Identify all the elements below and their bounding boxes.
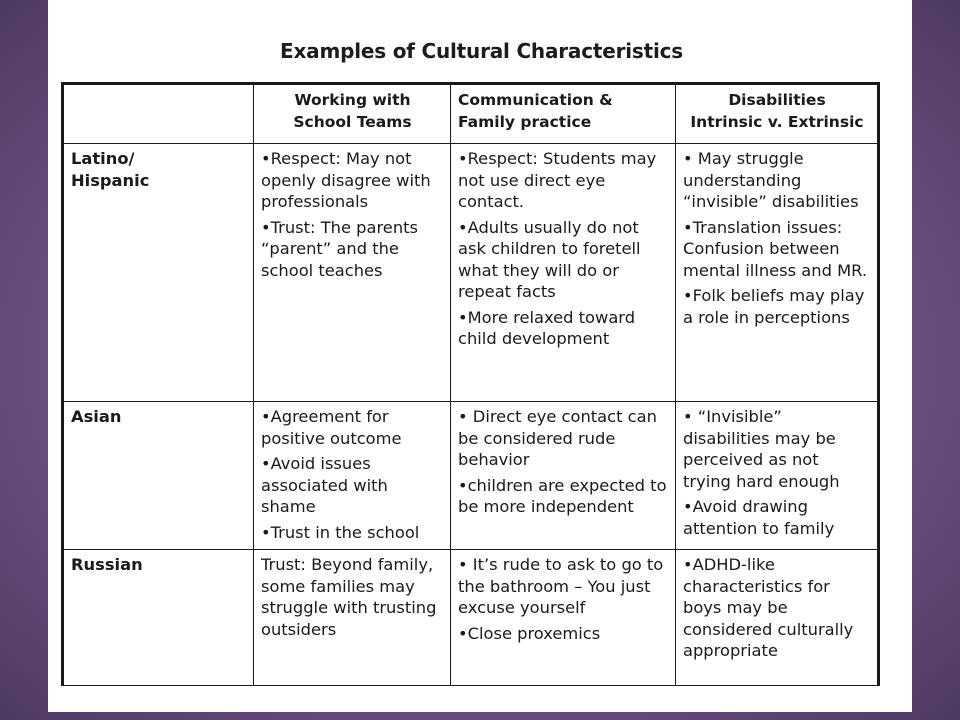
cell-russian-disabilities (676, 550, 879, 686)
bullet-item: Trust: Beyond family, some families may struggle with trusting outsiders (261, 555, 437, 639)
bullet-item: •Avoid drawing attention to family (683, 497, 835, 538)
cultural-characteristics-table (61, 82, 880, 686)
document-title: Examples of Cultural Characteristics (280, 39, 684, 63)
bullet-item: • “Invisible” disabilities may be perceived as not trying hard enough (683, 407, 840, 491)
table-header-row (63, 84, 879, 144)
bullet-item: •Trust: The parents “parent” and the school teaches (261, 217, 418, 280)
bullet-item: •Respect: May not openly disagree with professionals (261, 149, 431, 211)
cell-latino-communication (451, 144, 676, 402)
table-row-russian (63, 550, 879, 686)
header-cell-disabilities (676, 84, 879, 144)
bullet-item: •ADHD-like characteristics for boys may be considered culturally appropriate (683, 555, 854, 660)
group-label-line: Latino/ (71, 149, 135, 168)
cell-asian-communication (451, 402, 676, 550)
bullet-item: •Folk beliefs may play a role in perceptions (683, 286, 865, 327)
header-line: Intrinsic v. Extrinsic (690, 113, 864, 131)
cell-latino-disabilities (676, 144, 879, 402)
group-label-latino (63, 144, 254, 402)
bullet-item: •Agreement for positive outcome (261, 407, 402, 448)
header-line: Communication & (458, 91, 613, 109)
cell-latino-school-teams (254, 144, 451, 402)
bullet-item: •Trust in the school (261, 522, 420, 542)
header-cell-empty (63, 84, 254, 144)
header-cell-school-teams (254, 84, 451, 144)
header-line: Working with (294, 91, 411, 109)
cell-russian-communication (451, 550, 676, 686)
header-line: Disabilities (728, 91, 826, 109)
bullet-item: •Translation issues: Confusion between mental illness and MR. (683, 217, 868, 280)
cell-asian-disabilities (676, 402, 879, 550)
header-line: School Teams (293, 113, 412, 131)
table-row-asian (63, 402, 879, 550)
cell-asian-school-teams (254, 402, 451, 550)
bullet-item: •Respect: Students may not use direct eye contact. (458, 149, 657, 211)
document-page (48, 0, 912, 712)
bullet-item: •children are expected to be more independent (458, 475, 667, 516)
header-line: Family practice (458, 113, 592, 131)
bullet-item: •Avoid issues associated with shame (261, 454, 388, 516)
bullet-item: •Close proxemics (458, 623, 601, 643)
bullet-item: • May struggle understanding “invisible” disabilities (683, 149, 859, 211)
header-cell-communication (451, 84, 676, 144)
bullet-item: •Adults usually do not ask children to foretell what they will do or repeat facts (458, 217, 641, 301)
group-label-russian (63, 550, 254, 686)
bullet-item: • Direct eye contact can be considered rude behavior (458, 407, 657, 469)
table-row-latino (63, 144, 879, 402)
group-label-line: Russian (71, 555, 143, 574)
cell-russian-school-teams (254, 550, 451, 686)
bullet-item: •More relaxed toward child development (458, 307, 636, 348)
bullet-item: • It’s rude to ask to go to the bathroom – You just excuse yourself (458, 555, 664, 617)
group-label-line: Asian (71, 407, 122, 426)
group-label-line: Hispanic (71, 170, 150, 190)
group-label-asian (63, 402, 254, 550)
